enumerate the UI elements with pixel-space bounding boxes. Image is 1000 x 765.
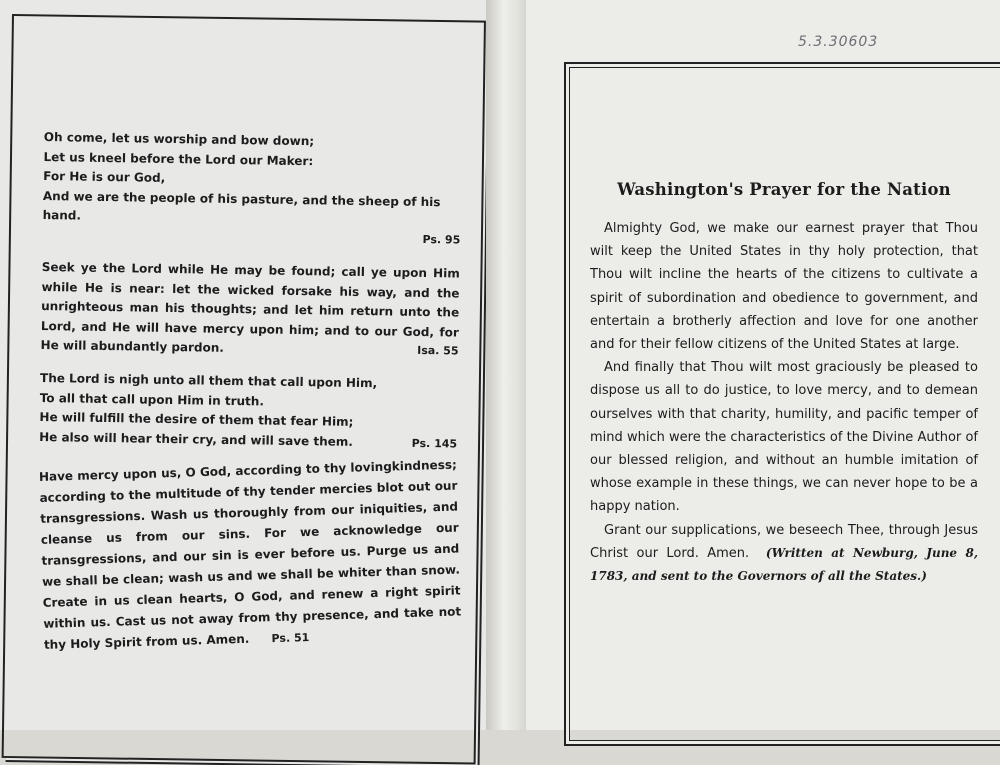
scripture-column xyxy=(35,128,461,679)
scripture-psalm-145 xyxy=(39,369,458,454)
prayer-paragraph: Almighty God, we make our earnest prayer that Thou wilt keep the United States in thy holy protection, that Thou wilt incline the hearts of the citizens to cultivate a spirit of subordination and obedience to government, and entertain a brotherly affection and love for one another and for their fellow citizens of the United States at large. xyxy=(590,221,978,353)
citation: Ps. 145 xyxy=(411,436,458,451)
prayer-paragraph: And finally that Thou wilt most graciously be pleased to dispose us all to do justice, to love mercy, and to demean ourselves with that charity, humility, and pacific temper of mind which were the characteristics of the Divine Author of our blessed religion, and without an humble imitation of whose example in these things, we can never hope to be a happy nation. xyxy=(590,360,978,515)
citation: Ps. 51 xyxy=(271,631,310,646)
source-note: (Written at Newburg, June 8, 1783, and sent to the Governors of all the States.) xyxy=(590,545,978,584)
verse-line: To all that call upon Him in truth. xyxy=(39,390,265,409)
handwritten-catalog-number: 5.3.30603 xyxy=(798,34,879,50)
prayer-column xyxy=(590,180,978,588)
verse-line: The Lord is nigh unto all them that call upon Him, xyxy=(39,370,378,391)
citation: Ps. 95 xyxy=(422,232,461,247)
prayer-closing: Grant our supplications, we beseech Thee, through Jesus Christ our Lord. Amen. xyxy=(590,522,978,561)
page-title: Washington's Prayer for the Nation xyxy=(617,180,951,199)
verse-line: Let us kneel before the Lord our Maker: xyxy=(43,149,314,168)
citation: Isa. 55 xyxy=(417,343,459,358)
verse-paragraph xyxy=(39,455,462,656)
verse-line: He will fulfill the desire of them that fear Him; xyxy=(39,410,354,430)
scripture-psalm-95 xyxy=(42,128,462,249)
verse-line: Oh come, let us worship and bow down; xyxy=(43,129,315,149)
scripture-psalm-51 xyxy=(39,455,462,656)
verse-line: He also will hear their cry, and will save them. xyxy=(39,429,354,449)
verse-line: For He is our God, xyxy=(43,169,166,186)
prayer-paragraph xyxy=(590,519,978,589)
verse-line: And we are the people of his pasture, and the sheep of his hand. xyxy=(42,188,441,223)
verse-text: Have mercy upon us, O God, according to thy lovingkindness; according to the multitude of thy tender mercies blot out our transgressions. Wash us thoroughly from our iniquities, and cleanse us from our sins. For we acknowledge our transgressions, and our sin is ever before us. Purge us and we shall be clean; wash us and we shall be whiter than snow. Create in us clean hearts, O God, and renew a right spirit within us. Cast us not away from thy presence, and take not thy Holy Spirit from us. Amen. xyxy=(38,457,462,653)
scripture-isaiah-55 xyxy=(40,258,459,360)
book-gutter xyxy=(486,0,530,730)
verse-text: Seek ye the Lord while He may be found; call ye upon Him while He is near: let the wicked forsake his way, and the unrighteous man his thoughts; and let him return unto the Lord, and He will have mercy upon him; and to our God, for He will abundantly pardon. xyxy=(40,259,460,356)
